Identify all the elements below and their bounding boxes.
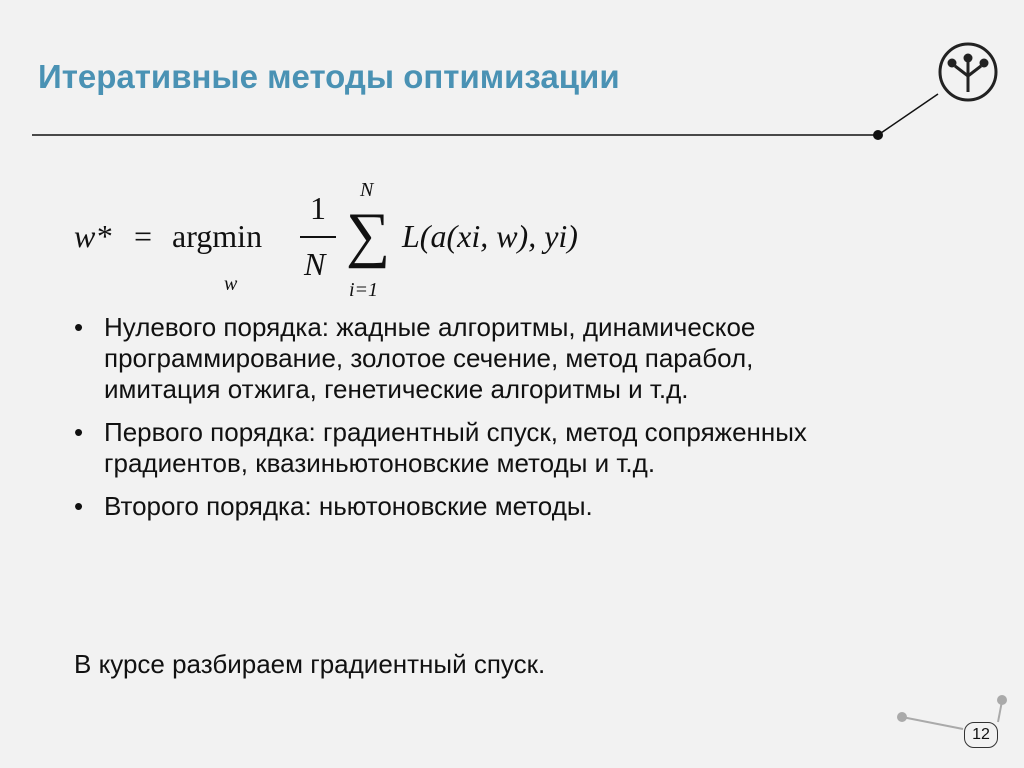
- formula-sum-lower-limit: i=1: [349, 279, 379, 301]
- bullet-item: [74, 417, 874, 479]
- slide-title: Итеративные методы оптимизации: [38, 58, 620, 95]
- formula-argmin-subscript: w: [224, 273, 238, 295]
- bullet-item: [74, 491, 874, 522]
- bullet-text: Первого порядка: градиентный спуск, метод сопряженных градиентов, квазиньютоновские методы и т.д.: [104, 417, 807, 478]
- formula-sum-upper-limit: N: [360, 179, 374, 201]
- underline-end-dot: [873, 130, 883, 140]
- summary-text: В курсе разбираем градиентный спуск.: [74, 649, 546, 679]
- formula-equals: =: [134, 218, 153, 254]
- formula-sum-symbol: ∑: [346, 201, 391, 269]
- connector-line: [878, 94, 938, 135]
- formula-fraction-bar: [300, 236, 336, 238]
- bullet-marker: •: [74, 312, 84, 342]
- page-number: 12: [964, 722, 998, 748]
- formula-fraction-denominator: N: [304, 246, 326, 282]
- bullet-marker: •: [74, 417, 84, 447]
- bullet-list: [74, 312, 874, 534]
- formula-fraction-numerator: 1: [310, 190, 326, 226]
- bullet-marker: •: [74, 491, 84, 521]
- bullet-text: Второго порядка: ньютоновские методы.: [104, 491, 593, 521]
- formula-loss-term: L(a(xi, w), yi): [402, 218, 578, 254]
- formula-argmin: argmin: [172, 218, 263, 254]
- branching-tree-circle-icon: [940, 44, 996, 100]
- bullet-item: [74, 312, 874, 405]
- argmin-formula: [74, 178, 634, 303]
- formula-lhs: w*: [74, 218, 112, 254]
- bullet-text: Нулевого порядка: жадные алгоритмы, динамическое программирование, золотое сечение, метод парабол, имитация отжига, генетические алгоритмы и т.д.: [104, 312, 756, 404]
